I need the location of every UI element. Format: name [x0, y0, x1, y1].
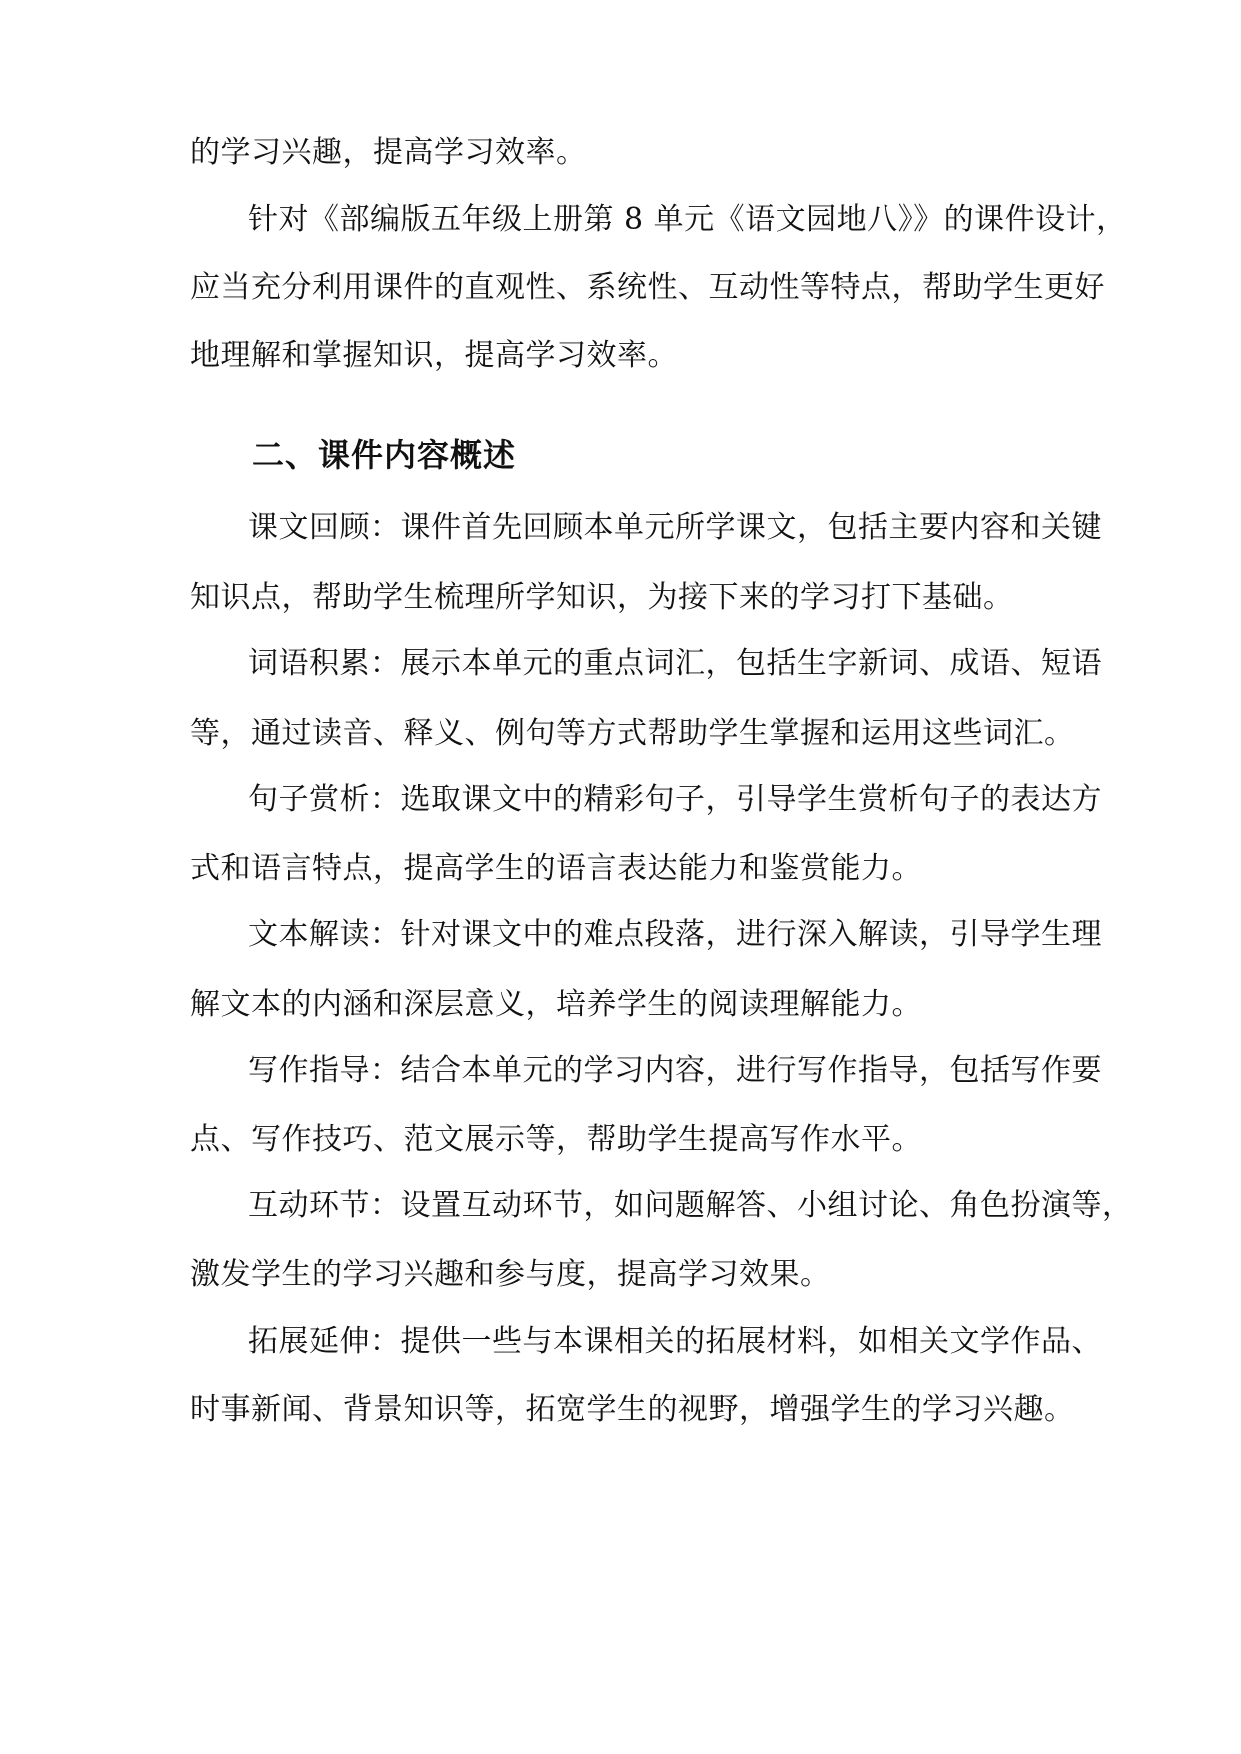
item-interaction-line-1: 互动环节：设置互动环节，如问题解答、小组讨论、角色扮演等， [248, 1188, 1133, 1223]
item-extension-line-2: 时事新闻、背景知识等，拓宽学生的视野，增强学生的学习兴趣。 [190, 1392, 1075, 1427]
item-sentence-line-1: 句子赏析：选取课文中的精彩句子，引导学生赏析句子的表达方 [248, 782, 1102, 817]
intro-paragraph-tail: 的学习兴趣，提高学习效率。 [190, 135, 587, 170]
item-reading-line-1: 文本解读：针对课文中的难点段落，进行深入解读，引导学生理 [248, 917, 1102, 952]
item-writing-line-1: 写作指导：结合本单元的学习内容，进行写作指导，包括写作要 [248, 1053, 1102, 1088]
section-heading: 二、课件内容概述 [252, 436, 517, 474]
design-paragraph-line-2: 应当充分利用课件的直观性、系统性、互动性等特点，帮助学生更好 [190, 270, 1105, 305]
design-paragraph-line-3: 地理解和掌握知识，提高学习效率。 [190, 338, 678, 373]
item-sentence-line-2: 式和语言特点，提高学生的语言表达能力和鉴赏能力。 [190, 851, 922, 886]
item-review-line-1: 课文回顾：课件首先回顾本单元所学课文，包括主要内容和关键 [248, 510, 1102, 545]
design-paragraph-line-1: 针对《部编版五年级上册第 8 单元《语文园地八》》的课件设计， [248, 202, 1127, 237]
item-interaction-line-2: 激发学生的学习兴趣和参与度，提高学习效果。 [190, 1257, 831, 1292]
item-vocabulary-line-2: 等，通过读音、释义、例句等方式帮助学生掌握和运用这些词汇。 [190, 716, 1075, 751]
item-reading-line-2: 解文本的内涵和深层意义，培养学生的阅读理解能力。 [190, 987, 922, 1022]
item-vocabulary-line-1: 词语积累：展示本单元的重点词汇，包括生字新词、成语、短语 [248, 646, 1102, 681]
item-writing-line-2: 点、写作技巧、范文展示等，帮助学生提高写作水平。 [190, 1122, 922, 1157]
item-review-line-2: 知识点，帮助学生梳理所学知识，为接下来的学习打下基础。 [190, 580, 1014, 615]
item-extension-line-1: 拓展延伸：提供一些与本课相关的拓展材料，如相关文学作品、 [248, 1324, 1102, 1359]
